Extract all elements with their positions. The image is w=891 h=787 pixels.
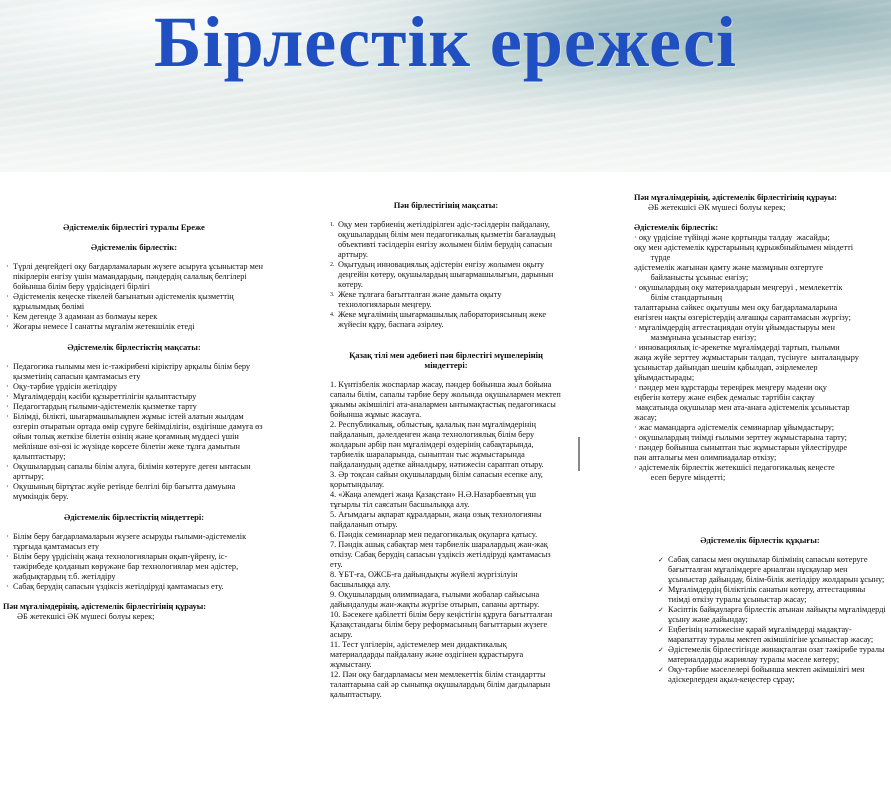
section-heading: Пән мұғалімдерінің, әдістемелік бірлестігінің құрауы: [634, 193, 838, 202]
list-item: · Мұғалімдердің кәсіби құзыреттілігін қалыптастыру [3, 392, 265, 402]
list-item: · Оқушының біртұтас жүйе ретінде белгілі бір бағытта дамуына мүмкіндік беру. [3, 482, 265, 502]
list-item: · Педагогтардың ғылыми-әдістемелік қызметке тарту [3, 402, 265, 412]
text-line: талаптарына сәйкес оқытушы мен оқу бағдарламаларына [634, 303, 838, 312]
section-heading: Әдістемелік бірлестік: [634, 223, 719, 232]
item-number: 1. [330, 222, 335, 228]
divider [578, 437, 580, 471]
list-item: · Педагогика ғылымы мен іс-тәжірибені кіріктіру арқылы білім беру қызметінің сапасын қамтамасыз ету [3, 362, 265, 382]
text-line: еңбегін көтеру және еңбек демалыс тәртібін сақтау [634, 393, 815, 402]
column-right [634, 193, 886, 685]
paragraph: 4. «Жаңа әлемдегі жаңа Қазақстан» Н.Ә.Назарбаевтың үш тұғырлы тіл саясатын басшылыққа алу. [330, 490, 537, 509]
page-title: Бірлестік ережесі [154, 2, 737, 82]
list-item [330, 260, 562, 290]
check-list [634, 555, 886, 685]
paragraph: 8. ҰБТ-ға, ОЖСБ-ға дайындықты жүйелі жүргізілуін басшылыққа алу. [330, 570, 518, 589]
list-item: · Сабақ берудің сапасын үздіксіз жетілдіруді қамтамасыз ету. [3, 582, 265, 592]
paragraph: 6. Пәндік семинарлар мен педагогикалық оқуларға қатысу. [330, 530, 538, 539]
list-item: · Жоғары немесе I санатты мұғалім жетекшілік етеді [3, 322, 265, 332]
paragraph: 10. Бәсекеге қабілетті білім беру кеңістігін құруға бағытталған Қазақстандағы білім беру реформасының бағыттарын жүзеге асыру. [330, 610, 553, 639]
section-heading: Әдістемелік бірлестік: [90, 242, 178, 252]
paragraph: 7. Пәндік ашық сабақтар мен тәрбиелік шаралардың жан-жақ өткізу. Сабақ берудің сапасын үздіксіз жетілдіруді қамтамасыз ету. [330, 540, 551, 569]
text-line: пән апталығы мен олимпиадалар өткізу; [634, 453, 777, 462]
text-line: білім стандартының [634, 293, 723, 302]
list-item: · Оқушылардың сапалы білім алуға, білімін көтеруге деген ынтасын арттыру; [3, 462, 265, 482]
column-middle [330, 200, 562, 700]
paragraph: ӘБ жетекшісі ӘК мүшесі болуы керек; [17, 612, 155, 621]
bullet-list [3, 362, 265, 502]
paragraph: 11. Тест үлгілерін, әдістемелер мен дидактикалық материалдарды пайдалану және өздігінен құрастыруға жұмыстану. [330, 640, 524, 669]
paragraph: 2. Республикалық, облыстық, қалалық пән мұғалімдерінің пайдаланып, дәлелденген жаңа технологиялық білім беру жолдарын әрбір пән мұғалімдері өздерінің сабақтарында, тәрбиелік шараларында, сыныптан тыс жұмыстарында пайдаланудың әдетке айналдыру, нәтижесін сараптап отыру. [330, 420, 544, 469]
item-text: Жеке мұғалімнің шығармашылық лабораториясының жеке жүйесін құру, баспаға әзірлеу. [338, 310, 546, 329]
item-text: Жеке тұлғаға бағытталған және дамыта оқыту технологияларын меңгеру. [338, 290, 502, 309]
section-heading: Әдістемелік бірлестіктің мақсаты: [67, 342, 201, 352]
column-left [3, 222, 265, 622]
list-item: · Түрлі деңгейдегі оқу бағдарламаларын жүзеге асыруға ұсыныстар мен пікірлерін енгізу үшін мамандардың, пәндердің салалық белгілері бойынша білім беру үрдісіндегі бірлігі [3, 262, 265, 292]
line-list [634, 233, 886, 483]
paragraph: 12. Пән оқу бағдарламасы мен мемлекеттік білім стандартты талаптарына сай әр сыныпқа оқушылардың білім дағдыларын қалыптастыру. [330, 670, 551, 699]
text-line: · оқу үрдісіне түйінді және қортынды талдау жасайды; [634, 233, 830, 242]
list-item [330, 290, 562, 310]
list-item: ✓ Сабақ сапасы мен оқушылар білімінің сапасын көтеруге бағытталған мұғалімдерге арналған нұсқаулар мен ұсыныстар дайындау, білім-білік жетілдіру жолдарын ұсыну; [658, 555, 886, 585]
text-line: · әдістемелік бірлестік жетекшісі педагогикалық кеңесте [634, 463, 835, 472]
list-item: ✓ Оқу-тәрбие мәселелері бойынша мектеп әкімшілігі мен әдіскерлерден ақыл-кеңестер сұрау; [658, 665, 886, 685]
item-number: 3. [330, 292, 335, 298]
list-item: ✓ Кәсіптік байқауларға бірлестік атынан лайықты мұғалімдерді ұсыну және дайындау; [658, 605, 886, 625]
bullet-list [3, 262, 265, 332]
text-line: түрде [634, 253, 671, 262]
section-heading: Әдістемелік бірлестік құқығы: [700, 535, 820, 545]
section-heading: Пән мұғалімдерінің, әдістемелік бірлестігінің құрауы: [3, 602, 207, 611]
text-line: · пәндер мен құрстарды тереңірек меңгеру мәдени оқу [634, 383, 827, 392]
section-heading: Қазақ тілі мен әдебиеті пән бірлестігі мүшелерінің міндеттері: [349, 350, 543, 370]
text-line: мақсатында оқушылар мен ата-анаға әдістемелік ұсыныстар [634, 403, 850, 412]
text-line: жаңа жүйе зерттеу жұмыстарын талдап, түсінуге ынталандыру [634, 353, 859, 362]
text-line: байланысты ұсыныс енгізу; [634, 273, 749, 282]
text-line: ұсыныстар дайындап шешім қабылдап, әзірлемелер [634, 363, 818, 372]
list-item: ✓ Еңбегінің нәтижесіне қарай мұғалімдерді мадақтау-марапаттау туралы мектеп әкімшілігіне ұсыныстар жасау; [658, 625, 886, 645]
text-line: мазмұнына ұсыныстар енгізу; [634, 333, 757, 342]
text-line: оқу мен әдістемелік құрстарының құрыжбныйлымен міндетті [634, 243, 854, 252]
list-item: · Білім беру бағдарламаларын жүзеге асыруды ғылыми-әдістемелік тұрғыда қамтамасыз ету [3, 532, 265, 552]
section-heading: Әдістемелік бірлестіктің міндеттері: [63, 512, 205, 522]
text-line: · оқушылардың тиімді ғылыми зерттеу жұмыстарына тарту; [634, 433, 847, 442]
numbered-list [330, 220, 562, 330]
main-heading: Әдістемелік бірлестігі туралы Ереже [63, 222, 205, 232]
paragraph: 9. Оқушылардың олимпиадаға, ғылыми жобалар сайысына дайындалуды жан-жақты жүргізе отырып, сапаны арттыру. [330, 590, 540, 609]
text-line: енгізген нақты өзгерістердің алғашқы сараптамасын жүргізу; [634, 313, 851, 322]
list-item: · Білімді, білікті, шығармашылықпен жұмыс істей алатын жылдам өзгеріп отыратын ортада өмір сүруге бейімділігін, өздігінше дамуға өз ойын толық жеткізе білетін өзінің және қоғамның мүддесі үшін мейлінше өзі-өзі іс жүзінде көрсете білетін жеке тұлға дамытын қалыптастыру; [3, 412, 265, 462]
text-line: · инновациялық іс-әрекетке мұғалімдерді тартып, ғылыми [634, 343, 840, 352]
list-item [330, 220, 562, 260]
list-item: · Әдістемелік кеңеске тікелей бағынатын әдістемелік қызметтің құрылымдық бөлімі [3, 292, 265, 312]
list-item: ✓ Мұғалімдердің біліктілік санатын көтеру, аттестацияны тиімді өткізу туралы ұсыныстар жасау; [658, 585, 886, 605]
list-item: · Кем дегенде 3 адамнан аз болмауы керек [3, 312, 265, 322]
text-line: әдістемелік жағынан қамту және мазмұнын өзгертуге [634, 263, 824, 272]
text-line: · пәндер бойынша сыныптан тыс жұмыстарын үйлестірудре [634, 443, 848, 452]
item-text: Оқытудың инновациялық әдістерін енгізу жолымен оқыту деңгейін көтеру, оқушылардың шығармашылығын, дарынын көтеру. [338, 260, 554, 289]
paragraph-list [330, 380, 562, 700]
paragraph: ӘБ жетекшісі ӘК мүшесі болуы керек; [648, 203, 786, 212]
list-item: · Оқу-тәрбие үрдісін жетілдіру [3, 382, 265, 392]
section-heading: Пән бірлестігінің мақсаты: [393, 200, 499, 210]
header-banner [0, 0, 891, 172]
list-item: · Білім беру үрдісінің жаңа технологияларын оқып-үйрену, іс-тәжірибеде қолданып көрүжәне бар технологиялар мен әдістер, жабдықтардың т.б. жетілдіру [3, 552, 265, 582]
paragraph: 1. Күнтізбелік жоспарлар жасау, пәндер бойынша жыл бойына сапалы білім, сапалы тәрбие беру жолында оқушылармен мектеп ұжымы әкімшілігі ата-аналармен ынтымақтастық педагогикасы бойынша жұмыс жасауға. [330, 380, 561, 419]
text-line: · мұғалімдердің аттестациядан өтуін ұйымдастыруы мен [634, 323, 835, 332]
paragraph: 5. Ағымдағы ақпарат құралдарын, жаңа озық технологияны пайдаланып отыру. [330, 510, 542, 529]
bullet-list [3, 532, 265, 592]
text-line: ұйымдастырады; [634, 373, 695, 382]
text-line: · оқушылардың оқу материалдарын меңгеруі , мемлекеттік [634, 283, 843, 292]
paragraph: 3. Әр тоқсан сайын оқушылардың білім сапасын есепке алу, қорытындылау. [330, 470, 543, 489]
list-item: ✓ Әдістемелік бірлестігінде жинақталған озат тәжірибе туралы материалдарды жариялау туралы мәселе көтеру; [658, 645, 886, 665]
text-line: · жас мамандарға әдістемелік семинарлар ұйымдастыру; [634, 423, 835, 432]
list-item [330, 310, 562, 330]
text-line: есеп беруге міндетті; [634, 473, 726, 482]
item-number: 2. [330, 262, 335, 268]
item-text: Оқу мен тәрбиенің жетілдірілген әдіс-тәсілдерін пайдалану, оқушылардың білім мен педагогикалық қызметін бағалаудың объективті тәсілдерін енгізу жолымен білім берудің сапасын арттыру. [338, 220, 556, 259]
text-line: жасау; [634, 413, 657, 422]
item-number: 4. [330, 312, 335, 318]
